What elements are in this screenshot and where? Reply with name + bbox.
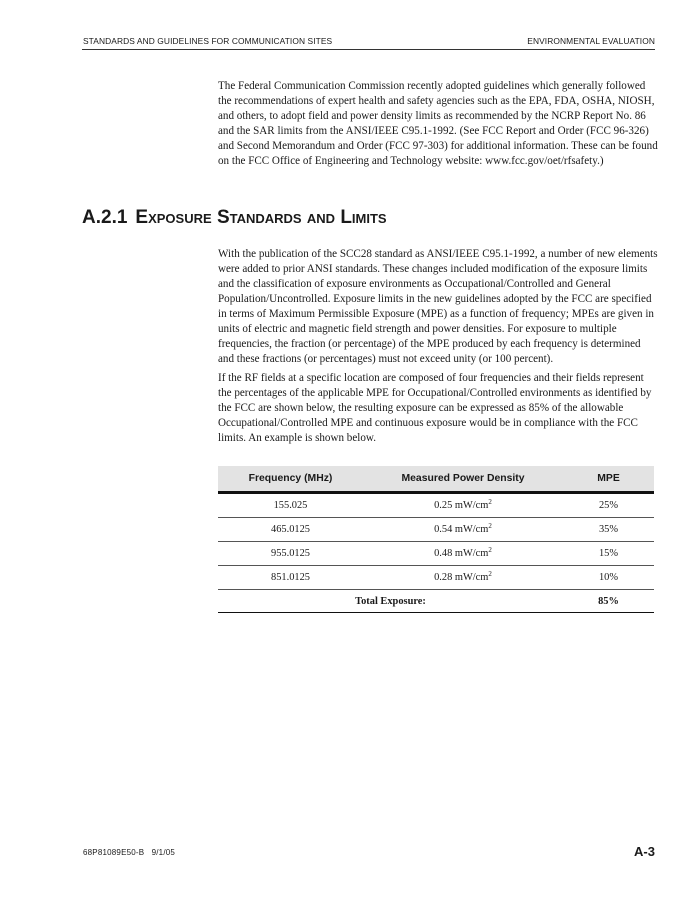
cell-frequency: 465.0125 bbox=[218, 518, 363, 542]
section-title: Exposure Standards and Limits bbox=[135, 207, 387, 228]
density-unit: mW/cm bbox=[454, 524, 489, 535]
section-number: A.2.1 bbox=[82, 207, 128, 228]
density-value: 0.28 bbox=[434, 572, 453, 583]
page-number: A-3 bbox=[634, 844, 655, 859]
running-header-left: STANDARDS AND GUIDELINES FOR COMMUNICATION SITES bbox=[83, 36, 333, 46]
cell-mpe: 25% bbox=[563, 493, 654, 518]
column-header-frequency: Frequency (MHz) bbox=[218, 466, 363, 493]
section-paragraph-1: With the publication of the SCC28 standard as ANSI/IEEE C95.1-1992, a number of new elements were added to prior ANSI standards. These changes included modification of the exposure limits and the classification of exposure environments as Occupational/Controlled and General Population/Uncontrolled. Exposure limits in the new guidelines adopted by the FCC are specified in terms of Maximum Permissible Exposure (MPE) as a function of frequency; MPEs are given in units of electric and magnetic field strength and power densities. For exposure to multiple frequencies, the fraction (or percentage) of the MPE produced by each frequency is determined and these fractions (or percentages) must not exceed unity (or 100 percent). bbox=[218, 248, 658, 365]
column-header-density: Measured Power Density bbox=[363, 466, 563, 493]
table-row bbox=[218, 542, 654, 566]
cell-density bbox=[363, 493, 563, 518]
density-unit: mW/cm bbox=[454, 572, 489, 583]
footer-date: 9/1/05 bbox=[151, 848, 176, 857]
unit-exponent: 2 bbox=[488, 498, 492, 506]
cell-density bbox=[363, 518, 563, 542]
density-value: 0.48 bbox=[434, 548, 453, 559]
unit-exponent: 2 bbox=[488, 522, 492, 530]
total-value: 85% bbox=[563, 590, 654, 613]
table-row bbox=[218, 518, 654, 542]
footer-doc-id: 68P81089E50-B bbox=[83, 848, 145, 857]
density-unit: mW/cm bbox=[454, 500, 489, 511]
cell-mpe: 35% bbox=[563, 518, 654, 542]
total-label: Total Exposure: bbox=[218, 590, 563, 613]
table-row bbox=[218, 493, 654, 518]
table-row bbox=[218, 566, 654, 590]
mpe-table bbox=[218, 466, 654, 613]
cell-density bbox=[363, 566, 563, 590]
table-header-row bbox=[218, 466, 654, 493]
cell-frequency: 155.025 bbox=[218, 493, 363, 518]
section-paragraph-2: If the RF fields at a specific location are composed of four frequencies and their fields represent the percentages of the applicable MPE for Occupational/Controlled environments as identified by the FCC are shown below, the resulting exposure can be expressed as 85% of the allowable Occupational/Controlled MPE and continuous exposure would be in compliance with the FCC limits. An example is shown below. bbox=[218, 372, 652, 444]
cell-frequency: 955.0125 bbox=[218, 542, 363, 566]
density-value: 0.54 bbox=[434, 524, 453, 535]
cell-mpe: 10% bbox=[563, 566, 654, 590]
footer-doc-info bbox=[83, 848, 175, 857]
density-unit: mW/cm bbox=[454, 548, 489, 559]
unit-exponent: 2 bbox=[488, 546, 492, 554]
header-rule bbox=[82, 49, 655, 50]
intro-paragraph: The Federal Communication Commission recently adopted guidelines which generally followed the recommendations of expert health and safety agencies such as the EPA, FDA, OSHA, NIOSH, and others, to adopt field and power density limits as recommended by the NCRP Report No. 86 and the SAR limits from the ANSI/IEEE C95.1-1992. (See FCC Report and Order (FCC 96-326) and Second Memorandum and Order (FCC 97-303) for additional information. These can be found on the FCC Office of Engineering and Technology website: www.fcc.gov/oet/rfsafety.) bbox=[218, 80, 658, 167]
cell-density bbox=[363, 542, 563, 566]
density-value: 0.25 bbox=[434, 500, 453, 511]
cell-frequency: 851.0125 bbox=[218, 566, 363, 590]
table-total-row bbox=[218, 590, 654, 613]
section-heading bbox=[82, 207, 387, 229]
unit-exponent: 2 bbox=[488, 570, 492, 578]
cell-mpe: 15% bbox=[563, 542, 654, 566]
column-header-mpe: MPE bbox=[563, 466, 654, 493]
running-header-right: ENVIRONMENTAL EVALUATION bbox=[527, 36, 655, 46]
